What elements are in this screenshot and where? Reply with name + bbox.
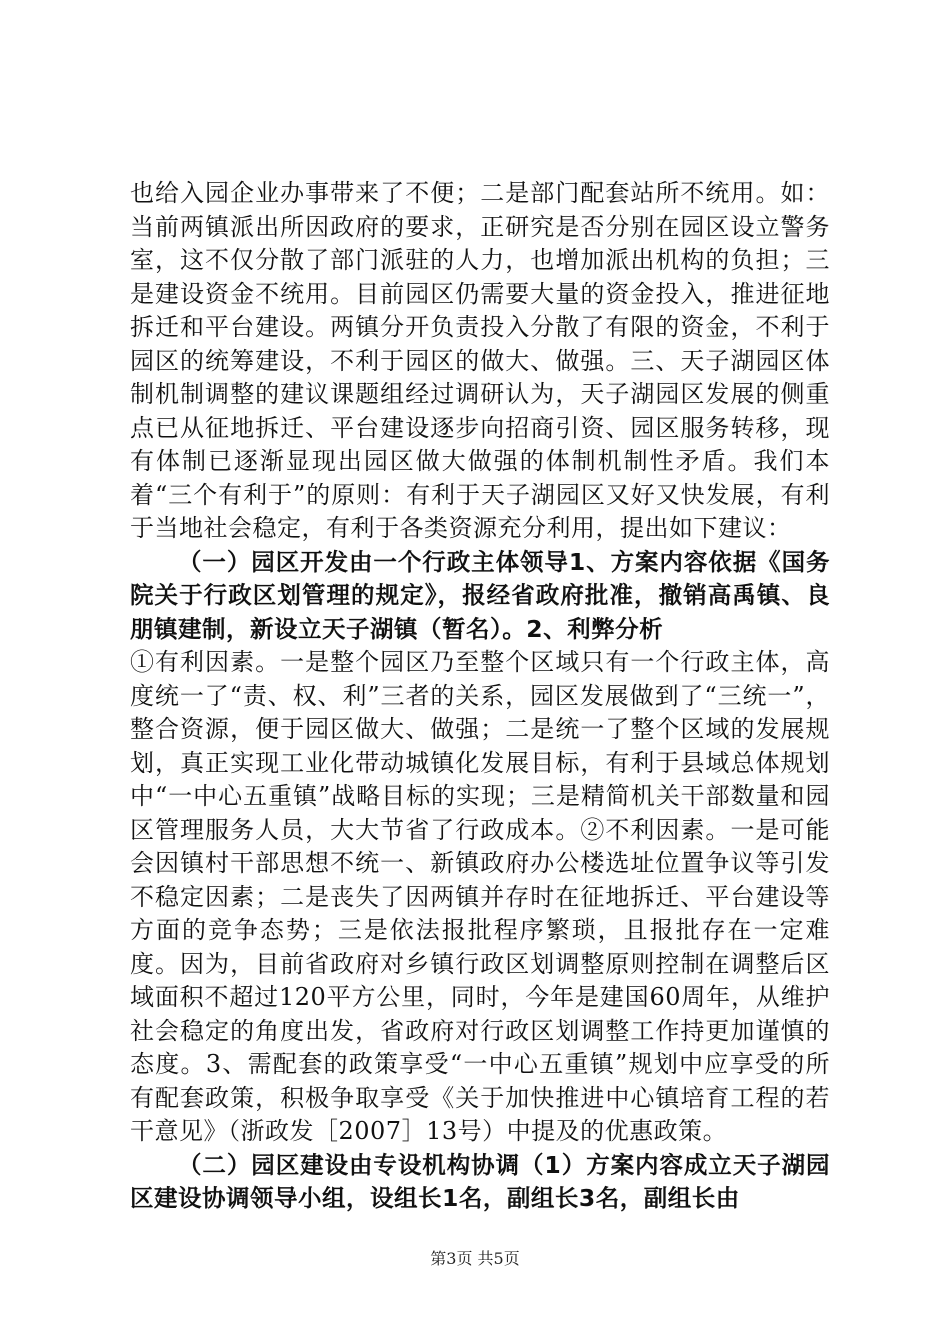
page-number-footer: 第3页 共5页 xyxy=(430,1249,520,1268)
document-body xyxy=(130,177,830,1216)
paragraph-analysis: ①有利因素。一是整个园区乃至整个区域只有一个行政主体，高度统一了“责、权、利”三者的关系，园区发展做到了“三统一”，整合资源，便于园区做大、做强；二是统一了整个区域的发展规划，真正实现工业化带动城镇化发展目标，有利于县域总体规划中“一中心五重镇”战略目标的实现；三是精简机关干部数量和园区管理服务人员，大大节省了行政成本。②不利因素。一是可能会因镇村干部思想不统一、新镇政府办公楼选址位置争议等引发不稳定因素；二是丧失了因两镇并存时在征地拆迁、平台建设等方面的竞争态势；三是依法报批程序繁琐，且报批存在一定难度。因为，目前省政府对乡镇行政区划调整原则控制在调整后区域面积不超过120平方公里，同时，今年是建国60周年，从维护社会稳定的角度出发，省政府对行政区划调整工作持更加谨慎的态度。3、需配套的政策享受“一中心五重镇”规划中应享受的所有配套政策，积极争取享受《关于加快推进中心镇培育工程的若干意见》（浙政发［2007］13号）中提及的优惠政策。 xyxy=(130,648,830,1145)
paragraph-continuation: 也给入园企业办事带来了不便；二是部门配套站所不统用。如：当前两镇派出所因政府的要求，正研究是否分别在园区设立警务室，这不仅分散了部门派驻的人力，也增加派出机构的负担；三是建设资金不统用。目前园区仍需要大量的资金投入，推进征地拆迁和平台建设。两镇分开负责投入分散了有限的资金，不利于园区的统筹建设，不利于园区的做大、做强。三、天子湖园区体制机制调整的建议课题组经过调研认为，天子湖园区发展的侧重点已从征地拆迁、平台建设逐步向招商引资、园区服务转移，现有体制已逐渐显现出园区做大做强的体制机制性矛盾。我们本着“三个有利于”的原则：有利于天子湖园区又好又快发展，有利于当地社会稳定，有利于各类资源充分利用，提出如下建议： xyxy=(130,179,830,542)
section-heading-two: （二）园区建设由专设机构协调（1）方案内容成立天子湖园区建设协调领导小组，设组长1名，副组长3名，副组长由 xyxy=(130,1150,830,1212)
section-heading-one: （一）园区开发由一个行政主体领导1、方案内容依据《国务院关于行政区划管理的规定》，报经省政府批准，撤销高禹镇、良朋镇建制，新设立天子湖镇（暂名）。2、利弊分析 xyxy=(130,547,830,643)
